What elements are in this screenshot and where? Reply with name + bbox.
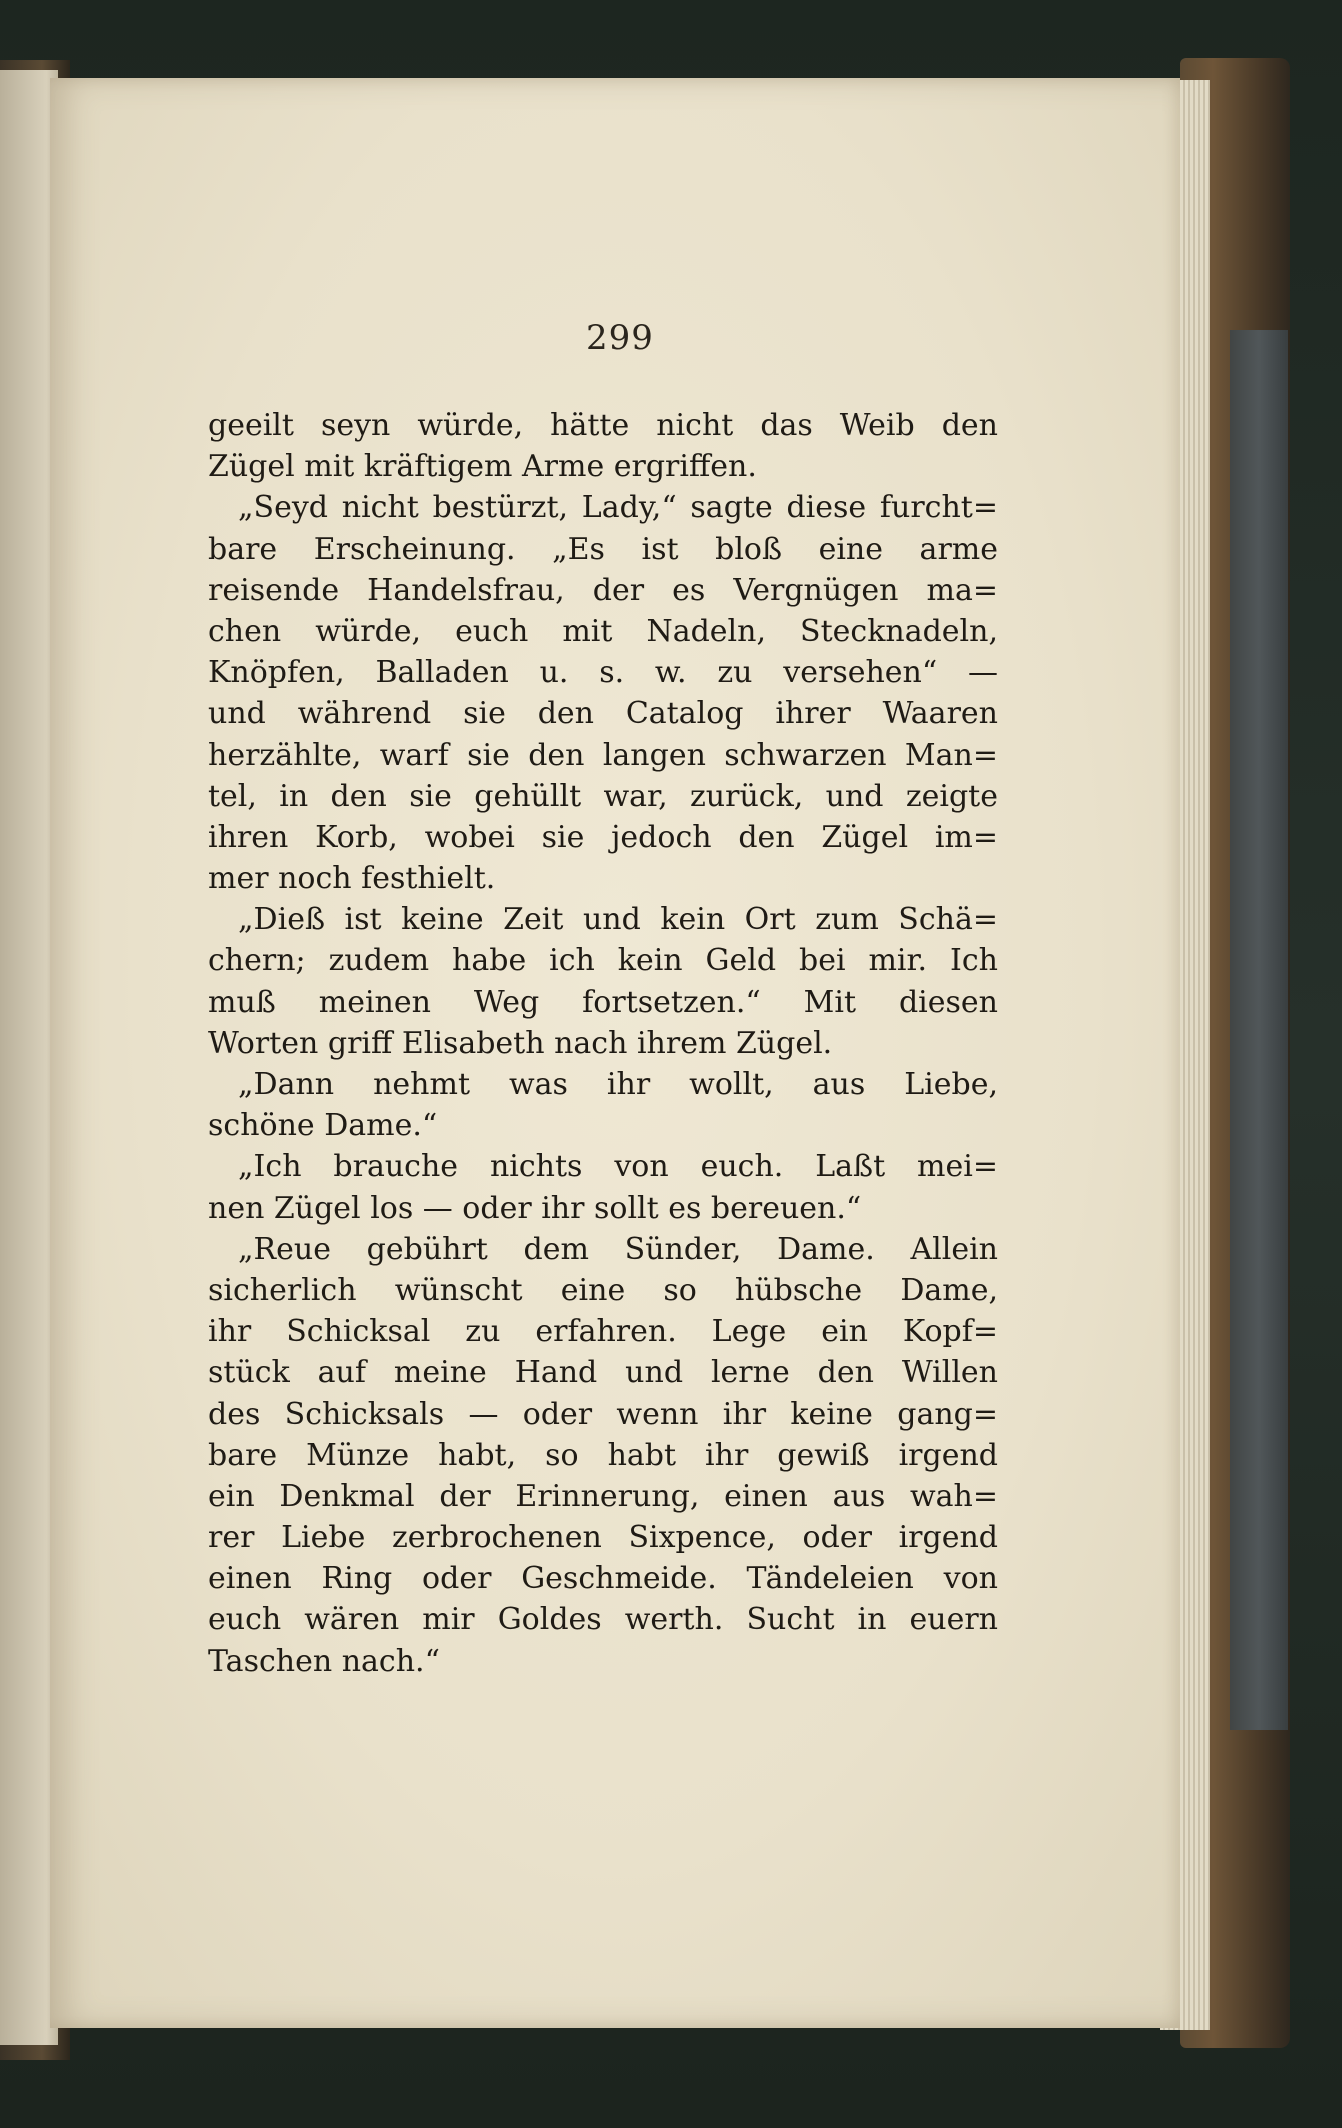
text-line: bare Erscheinung. „Es ist bloß eine arme	[208, 531, 998, 567]
text-line: ihren Korb, wobei sie jedoch den Zügel im=	[208, 819, 998, 855]
text-line: tel, in den sie gehüllt war, zurück, und zeigte	[208, 778, 998, 814]
text-line: rer Liebe zerbrochenen Sixpence, oder irgend	[208, 1520, 998, 1556]
text-line: Worten griff Elisabeth nach ihrem Zügel.	[208, 1025, 833, 1061]
page-number: 299	[586, 318, 654, 358]
text-line: reisende Handelsfrau, der es Vergnügen ma=	[208, 572, 998, 608]
text-line: des Schicksals — oder wenn ihr keine gang=	[208, 1396, 998, 1432]
text-line: ihr Schicksal zu erfahren. Lege ein Kopf=	[208, 1314, 998, 1350]
text-line: chern; zudem habe ich kein Geld bei mir. Ich	[208, 943, 998, 979]
book-cover-band	[1230, 330, 1288, 1730]
text-line: sicherlich wünscht eine so hübsche Dame,	[208, 1272, 998, 1308]
text-line: schöne Dame.“	[208, 1108, 438, 1144]
text-line: „Reue gebührt dem Sünder, Dame. Allein	[238, 1231, 998, 1267]
text-line: herzählte, warf sie den langen schwarzen Man=	[208, 737, 998, 773]
text-line: muß meinen Weg fortsetzen.“ Mit diesen	[208, 984, 998, 1020]
text-line: bare Münze habt, so habt ihr gewiß irgend	[208, 1437, 998, 1473]
text-line: und während sie den Catalog ihrer Waaren	[208, 696, 998, 732]
text-line: Zügel mit kräftigem Arme ergriffen.	[208, 449, 757, 485]
page-text	[208, 405, 998, 1682]
text-line: „Dann nehmt was ihr wollt, aus Liebe,	[238, 1067, 998, 1102]
text-line: nen Zügel los — oder ihr sollt es bereuen.“	[208, 1190, 862, 1226]
text-line: ein Denkmal der Erinnerung, einen aus wah=	[208, 1478, 998, 1514]
text-line: „Seyd nicht bestürzt, Lady,“ sagte diese furcht=	[238, 490, 998, 526]
text-line: „Ich brauche nichts von euch. Laßt mei=	[238, 1149, 998, 1185]
text-line: einen Ring oder Geschmeide. Tändeleien von	[208, 1561, 998, 1597]
text-line: stück auf meine Hand und lerne den Willen	[208, 1355, 998, 1391]
text-line: chen würde, euch mit Nadeln, Stecknadeln,	[208, 613, 998, 649]
text-line: geeilt seyn würde, hätte nicht das Weib den	[208, 408, 998, 443]
text-line: mer noch festhielt.	[208, 861, 496, 897]
text-line: „Dieß ist keine Zeit und kein Ort zum Schä=	[238, 902, 998, 938]
text-line: euch wären mir Goldes werth. Sucht in euern	[208, 1602, 998, 1638]
text-line: Taschen nach.“	[208, 1643, 440, 1679]
text-line: Knöpfen, Balladen u. s. w. zu versehen“ —	[208, 655, 998, 691]
